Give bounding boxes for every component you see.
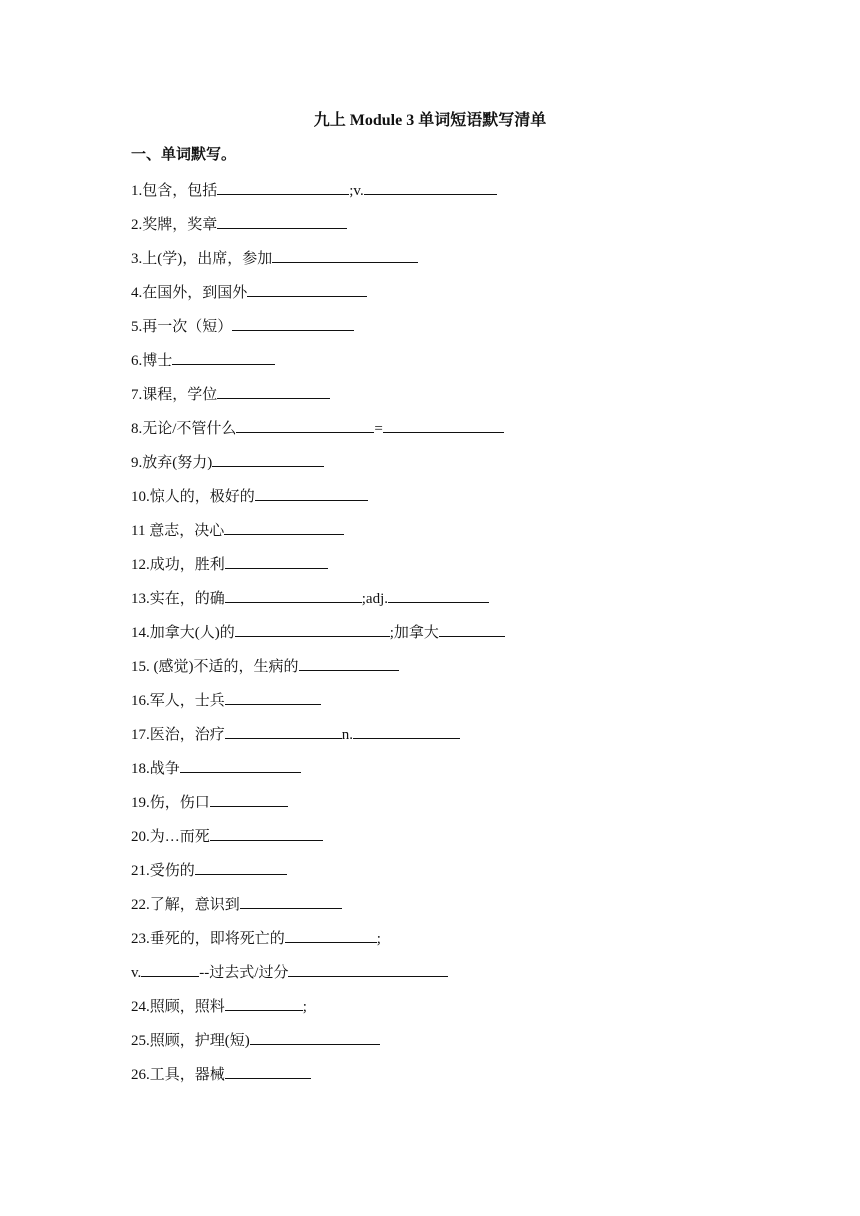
page-title: 九上 Module 3 单词短语默写清单 [313, 112, 547, 129]
list-item: 1.包含，包括 ;v. [131, 179, 497, 201]
list-item: 23.垂死的，即将死亡的 ; [131, 927, 381, 949]
answer-blank[interactable] [439, 621, 505, 637]
answer-blank[interactable] [225, 689, 321, 705]
list-item: 2.奖牌，奖章 [131, 213, 347, 235]
list-item: 10.惊人的，极好的 [131, 485, 368, 507]
list-item: 9.放弃(努力) [131, 451, 324, 473]
answer-blank[interactable] [224, 519, 344, 535]
answer-blank[interactable] [288, 961, 448, 977]
answer-blank[interactable] [383, 417, 504, 433]
answer-blank[interactable] [250, 1029, 380, 1045]
answer-blank[interactable] [210, 825, 323, 841]
list-item: 3.上(学)，出席，参加 [131, 247, 418, 269]
list-item: 6.博士 [131, 349, 275, 371]
list-item: 17.医治，治疗 n. [131, 723, 460, 745]
list-item: 19.伤，伤口 [131, 791, 288, 813]
list-item: 4.在国外，到国外 [131, 281, 367, 303]
answer-blank[interactable] [247, 281, 367, 297]
list-item: v. --过去式/过分 [131, 961, 448, 983]
answer-blank[interactable] [285, 927, 377, 943]
answer-blank[interactable] [225, 723, 342, 739]
answer-blank[interactable] [212, 451, 324, 467]
answer-blank[interactable] [210, 791, 288, 807]
list-item: 20.为…而死 [131, 825, 323, 847]
answer-blank[interactable] [217, 383, 330, 399]
answer-blank[interactable] [388, 587, 489, 603]
list-item: 16.军人，士兵 [131, 689, 321, 711]
answer-blank[interactable] [195, 859, 287, 875]
answer-blank[interactable] [299, 655, 399, 671]
list-item: 8.无论/不管什么 = [131, 417, 504, 439]
answer-blank[interactable] [225, 1063, 311, 1079]
answer-blank[interactable] [232, 315, 354, 331]
list-item: 5.再一次（短） [131, 315, 354, 337]
answer-blank[interactable] [225, 995, 303, 1011]
answer-blank[interactable] [217, 179, 349, 195]
list-item: 26.工具，器械 [131, 1063, 311, 1085]
answer-blank[interactable] [217, 213, 347, 229]
list-item: 13.实在，的确 ;adj. [131, 587, 489, 609]
answer-blank[interactable] [364, 179, 497, 195]
answer-blank[interactable] [353, 723, 460, 739]
section-heading: 一、单词默写。 [131, 147, 237, 163]
answer-blank[interactable] [272, 247, 418, 263]
answer-blank[interactable] [235, 621, 390, 637]
answer-blank[interactable] [236, 417, 374, 433]
list-item: 12.成功，胜利 [131, 553, 328, 575]
list-item: 21.受伤的 [131, 859, 287, 881]
answer-blank[interactable] [180, 757, 301, 773]
list-item: 15. (感觉)不适的，生病的 [131, 655, 399, 677]
answer-blank[interactable] [225, 553, 328, 569]
list-item: 22.了解，意识到 [131, 893, 342, 915]
list-item: 25.照顾，护理(短) [131, 1029, 380, 1051]
answer-blank[interactable] [240, 893, 342, 909]
list-item: 11 意志，决心 [131, 519, 344, 541]
list-item: 7.课程，学位 [131, 383, 330, 405]
answer-blank[interactable] [141, 961, 199, 977]
list-item: 14.加拿大(人)的 ;加拿大 [131, 621, 505, 643]
answer-blank[interactable] [225, 587, 362, 603]
answer-blank[interactable] [172, 349, 275, 365]
list-item: 18.战争 [131, 757, 301, 779]
list-item: 24.照顾，照料 ; [131, 995, 307, 1017]
answer-blank[interactable] [255, 485, 368, 501]
